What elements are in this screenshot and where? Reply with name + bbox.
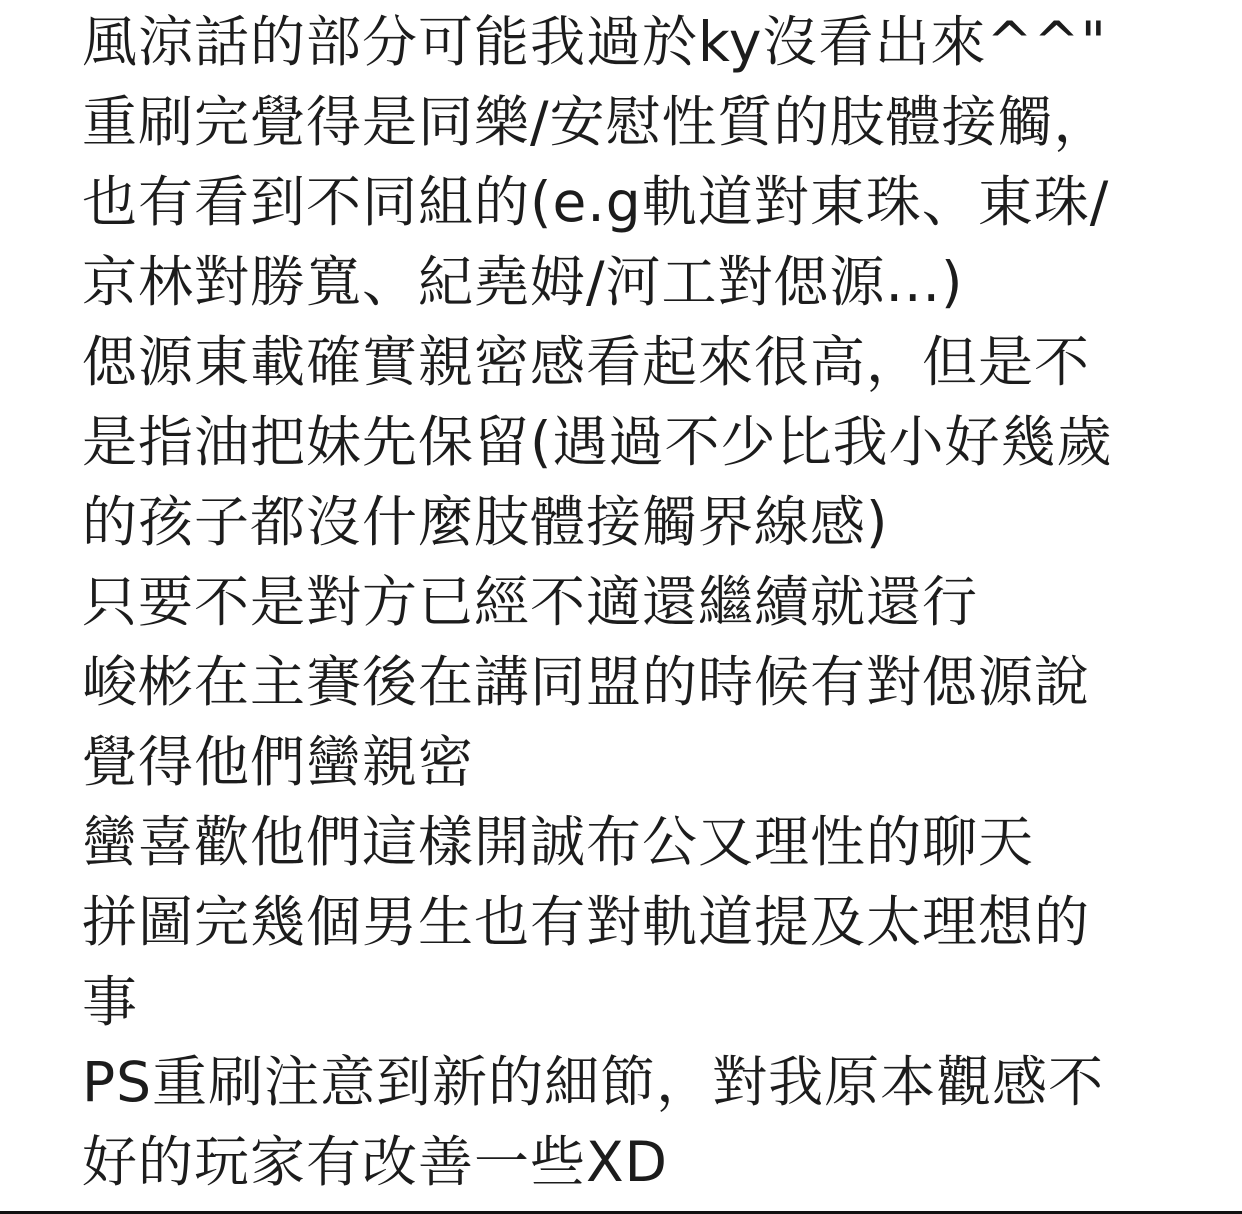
text-line: 拼圖完幾個男生也有對軌道提及太理想的 [82, 890, 1091, 954]
text-line: 偲源東載確實親密感看起來很高，但是不 [82, 330, 1091, 394]
text-line: 覺得他們蠻親密 [82, 730, 475, 794]
text-line: 蠻喜歡他們這樣開誠布公又理性的聊天 [82, 810, 1035, 874]
text-line: PS重刷注意到新的細節，對我原本觀感不 [82, 1050, 1105, 1114]
text-line: 峻彬在主賽後在講同盟的時候有對偲源說 [82, 650, 1091, 714]
text-line: 只要不是對方已經不適還繼續就還行 [82, 570, 979, 634]
text-line: 也有看到不同組的(e.g軌道對東珠、東珠/ [82, 170, 1110, 234]
text-line: 好的玩家有改善一些XD [82, 1130, 669, 1194]
post-text [82, 0, 1232, 1202]
text-line: 的孩子都沒什麼肢體接觸界線感) [82, 490, 889, 554]
text-line: 風涼話的部分可能我過於ky沒看出來^^" [82, 10, 1107, 74]
text-line: 事 [82, 970, 139, 1034]
text-line: 京林對勝寬、紀堯姆/河工對偲源...) [82, 250, 964, 314]
text-line: 是指油把妹先保留(遇過不少比我小好幾歲 [82, 410, 1113, 474]
text-line: 重刷完覺得是同樂/安慰性質的肢體接觸， [82, 90, 1110, 154]
